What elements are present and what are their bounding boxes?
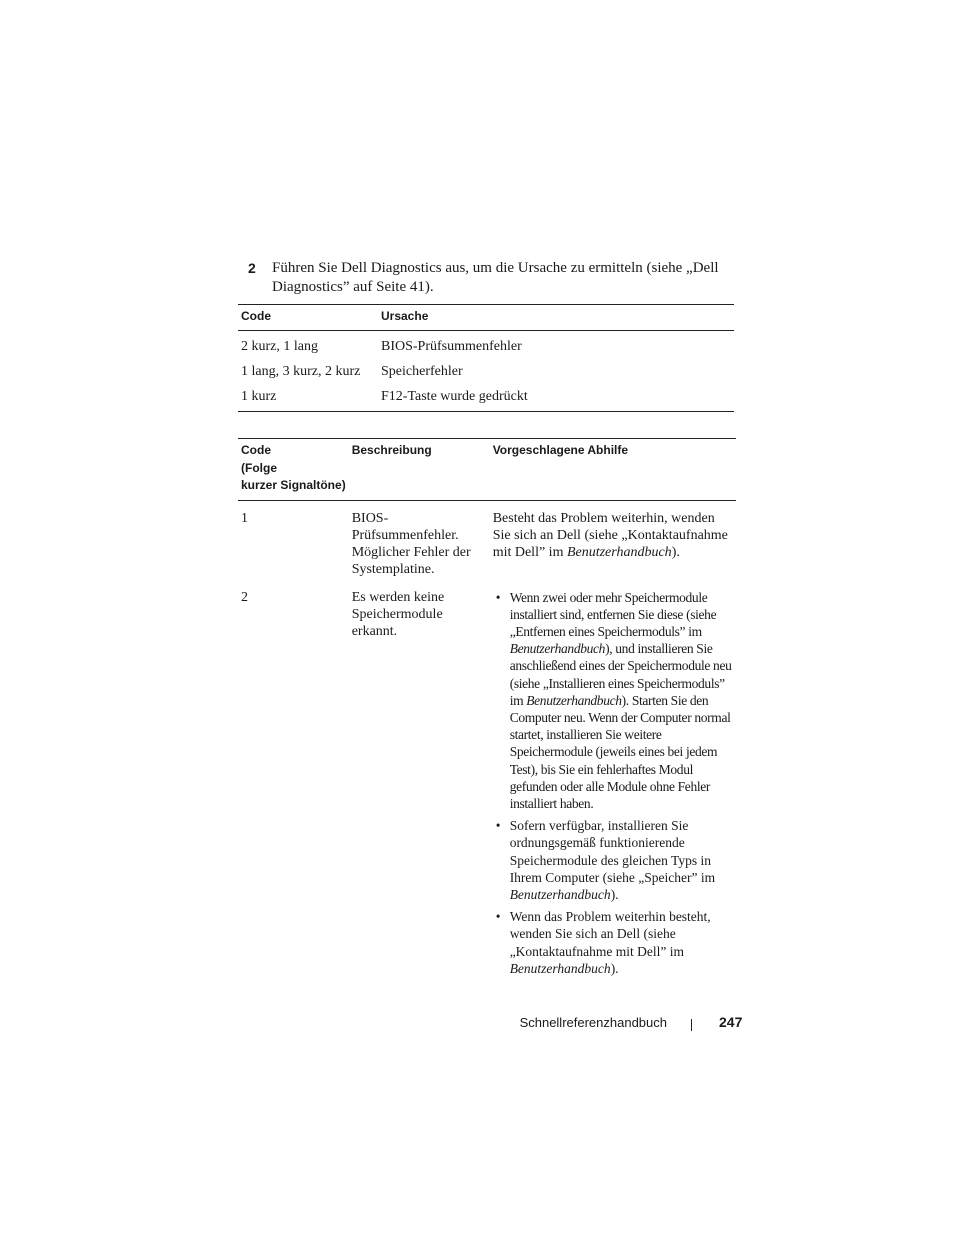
table-row [238,500,736,586]
list-item [493,817,733,903]
remedy-text: Besteht das Problem weiterhin, wenden Sie sich an Dell (siehe „Kontaktaufnahme mit Dell” im [492,510,728,560]
remedy-bullet-list [493,589,733,977]
column-header-cause: Ursache [381,309,429,323]
remedy-text: ). [671,544,680,560]
footer-title: Schnellreferenzhandbuch [519,1015,667,1030]
manual-reference: Benutzerhandbuch [509,886,611,902]
header-code-line: (Folge [241,460,277,475]
table-row [238,331,734,360]
remedy-text: Sofern verfügbar, installieren Sie ordnungsgemäß funktionierende Speichermodule des gleichen Typs in Ihrem Computer (siehe „Speicher” im [509,818,716,885]
list-item [493,908,733,977]
cell-code: 2 [241,589,248,605]
description-line: Es werden keine [351,589,445,605]
table-header-row [238,439,736,501]
column-header-description: Beschreibung [351,443,432,457]
cell-description [349,586,490,990]
step-instruction [248,259,738,297]
description-line: Prüfsummenfehler. [351,527,459,543]
remedy-text: Wenn das Problem weiterhin besteht, wenden Sie sich an Dell (siehe „Kontaktaufnahme mit Dell” im [509,909,711,959]
column-header-code [238,439,349,501]
description-line: Speichermodule [351,606,443,622]
cell-cause: Speicherfehler [381,364,463,379]
cell-remedy [490,500,736,586]
remedy-text: Wenn zwei oder mehr Speichermodule installiert sind, entfernen Sie diese (siehe „Entfernen eines Speichermoduls” im [509,589,717,639]
cell-cause: F12-Taste wurde gedrückt [381,389,528,404]
page-number: 247 [719,1014,743,1030]
manual-reference: Benutzerhandbuch [526,692,622,708]
beep-code-table-detailed [238,438,736,990]
cell-remedy [490,586,736,990]
table-header-row [238,305,734,331]
step-number: 2 [248,260,256,276]
remedy-text: ). Starten Sie den Computer neu. Wenn der Computer normal startet, installieren Sie weitere Speichermodule (jeweils eines bei jedem Test), bis Sie ein fehlerhaftes Modul gefunden oder alle Module ohne Fehler installiert haben. [509,692,731,811]
description-line: erkannt. [351,623,398,639]
cell-description [349,500,490,586]
description-line: BIOS- [351,510,389,526]
page-footer [0,1015,954,1035]
bullet-icon: • [495,818,501,834]
header-code-line: kurzer Signaltöne) [241,478,346,492]
cell-code: 1 lang, 3 kurz, 2 kurz [241,364,361,379]
cell-code: 2 kurz, 1 lang [241,339,318,354]
cell-code: 1 kurz [241,389,277,404]
table-row [238,359,734,384]
manual-reference: Benutzerhandbuch [509,641,606,657]
cell-code: 1 [241,510,248,526]
table-row [238,384,734,412]
description-line: Systemplatine. [351,561,435,577]
step-text: Führen Sie Dell Diagnostics aus, um die Ursache zu ermitteln (siehe „Dell Diagnostics” auf Seite 41). [272,260,719,295]
header-code-line: Code [241,443,271,457]
bullet-icon: • [495,589,501,605]
description-line: Möglicher Fehler der [351,544,471,560]
column-header-remedy: Vorgeschlagene Abhilfe [492,443,629,457]
cell-cause: BIOS-Prüfsummenfehler [381,339,522,354]
bullet-icon: • [495,909,501,925]
beep-code-table-short [238,304,734,412]
remedy-text: ), und installieren Sie anschließend eines der Speichermodule neu (siehe „Installieren eines Speichermoduls” im [509,641,732,708]
remedy-text: ). [610,886,619,902]
remedy-text: ). [610,960,619,976]
list-item [493,589,733,813]
footer-divider [691,1019,692,1031]
manual-reference: Benutzerhandbuch [509,960,611,976]
column-header-code: Code [241,309,271,323]
manual-reference: Benutzerhandbuch [566,544,672,560]
table-row [238,586,736,990]
